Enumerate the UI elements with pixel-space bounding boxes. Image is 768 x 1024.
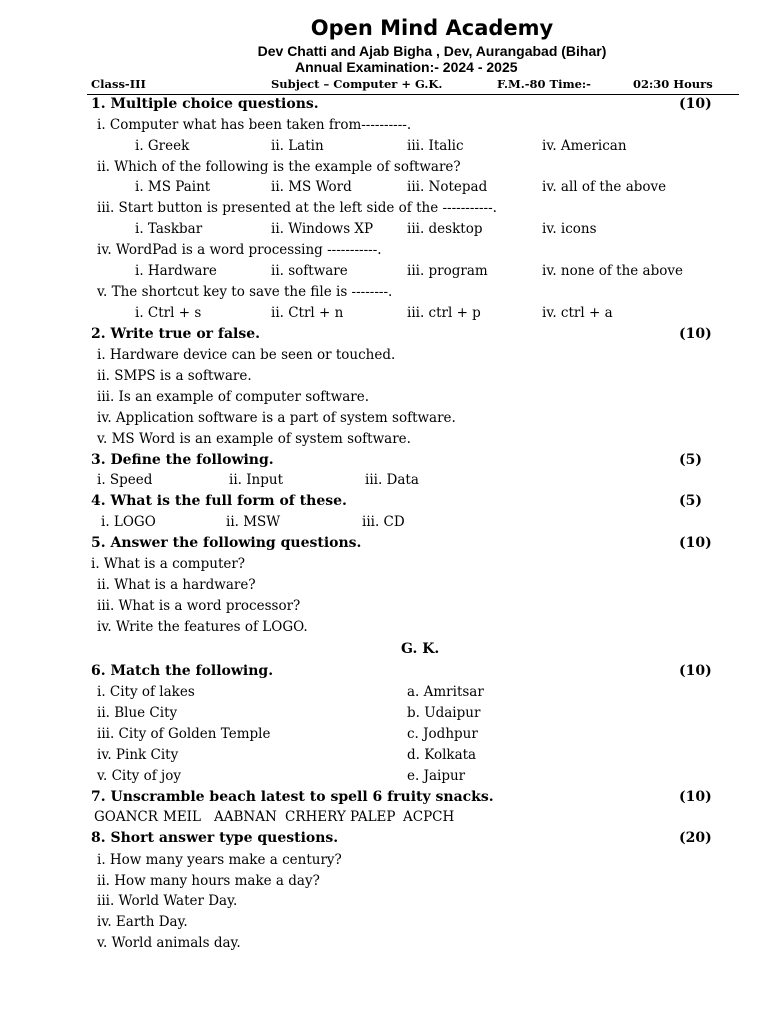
- duration: 02:30 Hours: [633, 77, 713, 91]
- q5-marks: (10): [679, 535, 712, 551]
- q8-question: ii. How many hours make a day?: [97, 873, 320, 889]
- q1-question: v. The shortcut key to save the file is --------.: [97, 284, 393, 300]
- q8-question: iii. World Water Day.: [97, 893, 238, 909]
- q1-option: iii. program: [407, 263, 488, 279]
- q1-marks: (10): [679, 96, 712, 112]
- full-marks-time: F.M.-80 Time:-: [497, 77, 591, 91]
- q1-option: iv. none of the above: [542, 263, 683, 279]
- q4-term: iii. CD: [362, 514, 405, 530]
- q1-option: i. Taskbar: [135, 221, 203, 237]
- q6-title: 6. Match the following.: [91, 663, 274, 679]
- q1-option: i. Greek: [135, 138, 190, 154]
- q1-option: i. Ctrl + s: [135, 305, 202, 321]
- q6-left-item: v. City of joy: [97, 768, 181, 784]
- q2-statement: iv. Application software is a part of system software.: [97, 410, 456, 426]
- q3-term: i. Speed: [97, 472, 153, 488]
- q1-question: i. Computer what has been taken from----------.: [97, 117, 412, 133]
- q7-marks: (10): [679, 789, 712, 805]
- q2-statement: v. MS Word is an example of system software.: [97, 431, 411, 447]
- q6-right-item: e. Jaipur: [407, 768, 466, 784]
- q6-left-item: i. City of lakes: [97, 684, 195, 700]
- q3-title: 3. Define the following.: [91, 452, 274, 468]
- q3-term: ii. Input: [229, 472, 284, 488]
- q8-title: 8. Short answer type questions.: [91, 830, 339, 846]
- q7-word: CRHERY: [285, 809, 346, 825]
- q5-question: iv. Write the features of LOGO.: [97, 619, 308, 635]
- q1-option: ii. MS Word: [271, 179, 352, 195]
- q6-marks: (10): [679, 663, 712, 679]
- q1-option: ii. software: [271, 263, 348, 279]
- q4-term: ii. MSW: [226, 514, 281, 530]
- q1-title: 1. Multiple choice questions.: [91, 96, 319, 112]
- exam-title: Annual Examination:- 2024 - 2025: [295, 59, 518, 75]
- q1-option: iv. icons: [542, 221, 597, 237]
- q7-word: AABNAN: [214, 809, 277, 825]
- q2-statement: i. Hardware device can be seen or touched.: [97, 347, 396, 363]
- q4-title: 4. What is the full form of these.: [91, 493, 347, 509]
- q1-option: ii. Latin: [271, 138, 324, 154]
- q2-marks: (10): [679, 326, 712, 342]
- q5-question: i. What is a computer?: [91, 556, 246, 572]
- q2-statement: iii. Is an example of computer software.: [97, 389, 370, 405]
- q2-title: 2. Write true or false.: [91, 326, 260, 342]
- q7-word: GOANCR: [94, 809, 158, 825]
- q8-question: i. How many years make a century?: [97, 852, 342, 868]
- q1-option: iv. ctrl + a: [542, 305, 613, 321]
- q4-marks: (5): [679, 493, 702, 509]
- q7-word: ACPCH: [403, 809, 455, 825]
- q1-option: iv. all of the above: [542, 179, 667, 195]
- q6-right-item: c. Jodhpur: [407, 726, 478, 742]
- header-divider: [87, 94, 739, 95]
- q4-term: i. LOGO: [101, 514, 156, 530]
- q1-question: ii. Which of the following is the example of software?: [97, 159, 461, 175]
- gk-heading: G. K.: [401, 641, 440, 657]
- school-address: Dev Chatti and Ajab Bigha , Dev, Aurangabad (Bihar): [257, 43, 607, 59]
- q2-statement: ii. SMPS is a software.: [97, 368, 252, 384]
- q1-option: i. Hardware: [135, 263, 217, 279]
- q6-left-item: iii. City of Golden Temple: [97, 726, 271, 742]
- q6-right-item: a. Amritsar: [407, 684, 484, 700]
- q7-title: 7. Unscramble beach latest to spell 6 fruity snacks.: [91, 789, 494, 805]
- q7-word: PALEP: [350, 809, 396, 825]
- school-name: Open Mind Academy: [310, 16, 554, 40]
- subject-label: Subject – Computer + G.K.: [271, 77, 443, 91]
- q8-question: v. World animals day.: [97, 935, 241, 951]
- q5-question: ii. What is a hardware?: [97, 577, 256, 593]
- q1-option: ii. Windows XP: [271, 221, 374, 237]
- q1-option: iii. Notepad: [407, 179, 488, 195]
- q1-question: iv. WordPad is a word processing -----------.: [97, 242, 382, 258]
- q1-option: i. MS Paint: [135, 179, 211, 195]
- q5-question: iii. What is a word processor?: [97, 598, 301, 614]
- q1-option: iii. desktop: [407, 221, 483, 237]
- q3-term: iii. Data: [365, 472, 419, 488]
- q8-question: iv. Earth Day.: [97, 914, 188, 930]
- q1-option: iii. Italic: [407, 138, 464, 154]
- q7-word: MEIL: [163, 809, 201, 825]
- q5-title: 5. Answer the following questions.: [91, 535, 362, 551]
- q1-option: iii. ctrl + p: [407, 305, 481, 321]
- q1-question: iii. Start button is presented at the left side of the -----------.: [97, 200, 497, 216]
- q6-right-item: b. Udaipur: [407, 705, 481, 721]
- q6-left-item: iv. Pink City: [97, 747, 179, 763]
- q6-right-item: d. Kolkata: [407, 747, 477, 763]
- q8-marks: (20): [679, 830, 712, 846]
- q1-option: ii. Ctrl + n: [271, 305, 344, 321]
- q3-marks: (5): [679, 452, 702, 468]
- q6-left-item: ii. Blue City: [97, 705, 178, 721]
- class-label: Class-III: [91, 77, 146, 91]
- q1-option: iv. American: [542, 138, 627, 154]
